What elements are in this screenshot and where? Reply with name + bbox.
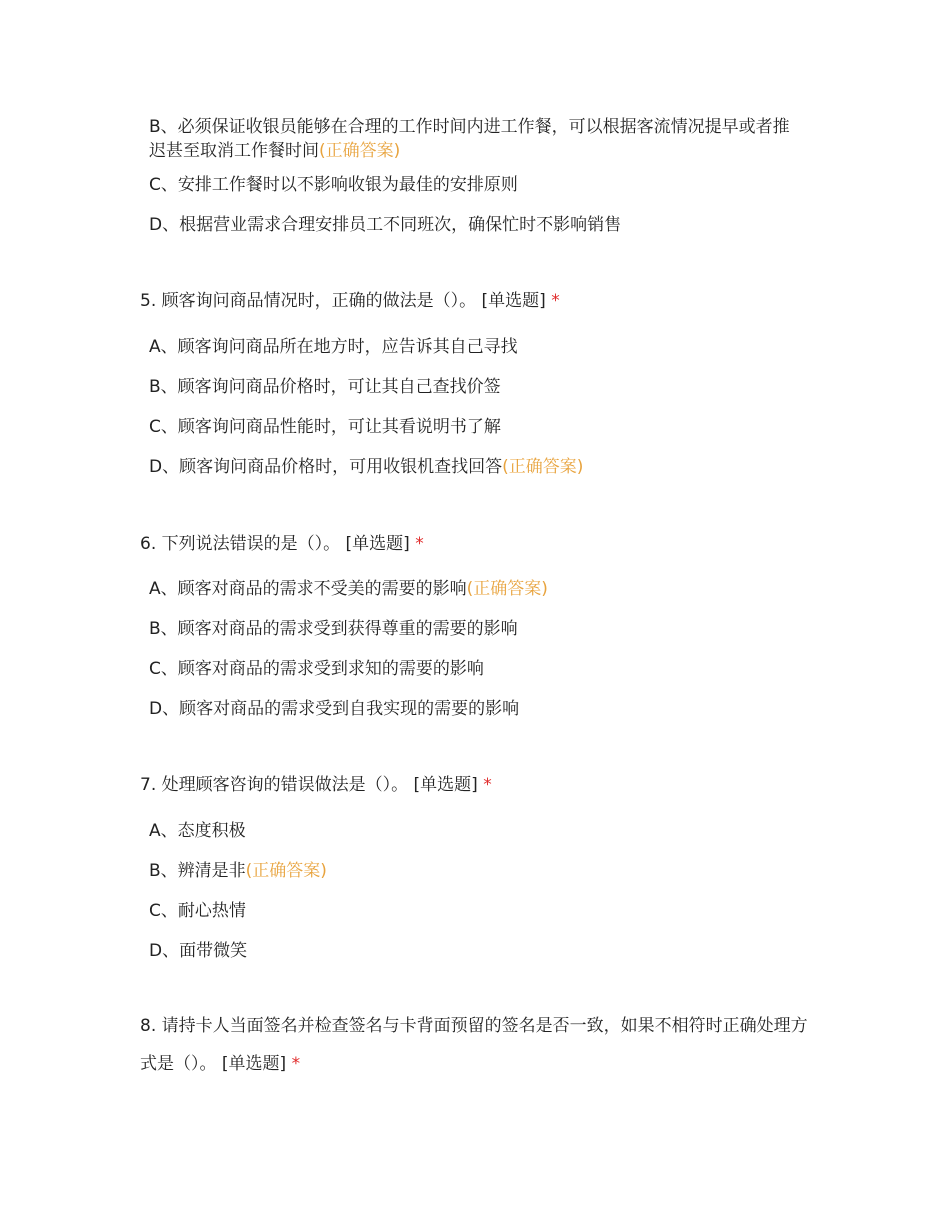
q7-type-label: [单选题] [413,775,478,795]
q5-option-c [149,415,819,439]
q6-option-a-text: A、顾客对商品的需求不受美的需要的影响 [149,579,467,599]
q8-type-label: [单选题] [221,1054,287,1074]
q6-option-b [149,617,819,641]
q6-options [149,577,819,721]
correct-answer-tag: (正确答案) [245,861,327,881]
q7-option-c-text: C、耐心热情 [149,901,246,921]
q8-required-mark: * [291,1054,301,1074]
q7-option-d-text: D、面带微笑 [149,941,248,961]
q5-option-c-text: C、顾客询问商品性能时，可让其看说明书了解 [149,417,501,437]
q7-option-b-text: B、辨清是非 [149,861,246,881]
q7-title-text: 7. 处理顾客咨询的错误做法是（）。 [140,775,409,795]
q7-required-mark: * [483,775,492,795]
q5-type-label: [单选题] [481,291,546,311]
q5-option-a-text: A、顾客询问商品所在地方时，应告诉其自己寻找 [149,337,518,357]
q4-option-d [149,213,819,237]
q7-option-d [149,939,819,963]
q4-option-d-text: D、根据营业需求合理安排员工不同班次，确保忙时不影响销售 [149,215,622,235]
q6-title-text: 6. 下列说法错误的是（）。 [140,534,341,554]
q6-option-b-text: B、顾客对商品的需求受到获得尊重的需要的影响 [149,619,518,639]
q5-option-b [149,375,819,399]
q6-option-a [149,577,819,601]
q4-option-c-text: C、安排工作餐时以不影响收银为最佳的安排原则 [149,175,518,195]
q7-option-a-text: A、态度积极 [149,821,246,841]
q5-option-d [149,455,819,479]
q6-type-label: [单选题] [345,534,410,554]
q4-option-b [149,115,799,163]
q6-option-d-text: D、顾客对商品的需求受到自我实现的需要的影响 [149,699,520,719]
q7-title [140,773,820,797]
correct-answer-tag: (正确答案) [319,141,401,161]
q4-option-b-text: B、必须保证收银员能够在合理的工作时间内进工作餐，可以根据客流情况提早或者推迟甚至取消工作餐时间 [149,117,790,161]
q7-option-a [149,819,819,843]
q5-option-d-text: D、顾客询问商品价格时，可用收银机查找回答 [149,457,503,477]
q5-option-b-text: B、顾客询问商品价格时，可让其自己查找价签 [149,377,501,397]
q8-title [140,1007,820,1083]
q4-options [149,115,819,237]
correct-answer-tag: (正确答案) [466,579,548,599]
q5-title [140,289,820,313]
q5-options [149,335,819,479]
q6-required-mark: * [415,534,424,554]
correct-answer-tag: (正确答案) [502,457,584,477]
q7-option-c [149,899,819,923]
q4-option-c [149,173,819,197]
q5-required-mark: * [551,291,560,311]
q7-options [149,819,819,963]
q8-title-text: 8. 请持卡人当面签名并检查签名与卡背面预留的签名是否一致，如果不相符时正确处理方式是（）。 [140,1016,808,1074]
q6-option-c-text: C、顾客对商品的需求受到求知的需要的影响 [149,659,484,679]
q6-option-c [149,657,819,681]
q6-title [140,532,820,556]
q6-option-d [149,697,819,721]
q7-option-b [149,859,819,883]
q5-option-a [149,335,819,359]
q5-title-text: 5. 顾客询问商品情况时，正确的做法是（）。 [140,291,477,311]
